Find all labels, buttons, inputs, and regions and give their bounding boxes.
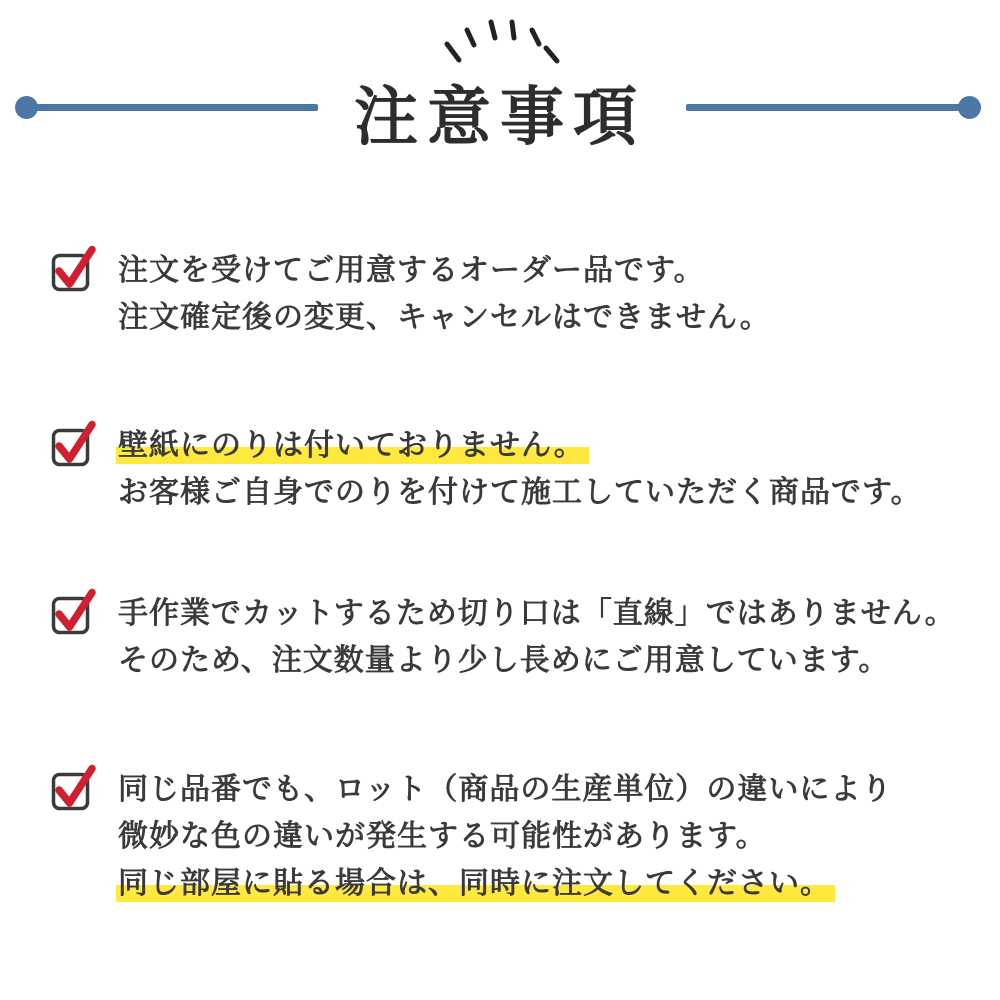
notice-item xyxy=(50,590,956,684)
notice-header xyxy=(0,0,1000,180)
notice-item xyxy=(50,766,892,907)
notice-line: 同じ部屋に貼る場合は、同時に注文してください。 xyxy=(118,860,892,907)
checkbox-checked-icon xyxy=(50,420,98,468)
page-title: 注意事項 xyxy=(354,81,646,153)
notice-item xyxy=(50,422,922,516)
notice-line: 手作業でカットするため切り口は「直線」ではありません。 xyxy=(118,597,956,630)
notice-text-block xyxy=(118,766,892,907)
notice-line: お客様ご自身でのりを付けて施工していただく商品です。 xyxy=(118,476,922,509)
rays-icon xyxy=(436,14,568,72)
checkbox-checked-icon xyxy=(50,764,98,812)
notice-line: 微妙な色の違いが発生する可能性があります。 xyxy=(118,820,767,853)
notice-item xyxy=(50,247,771,341)
notice-line: 同じ品番でも、ロット（商品の生産単位）の違いにより xyxy=(118,773,893,806)
notice-text-block xyxy=(118,247,771,341)
notice-line: 注文確定後の変更、キャンセルはできません。 xyxy=(118,301,771,334)
notice-text-block xyxy=(118,422,922,516)
notice-text-block xyxy=(118,590,956,684)
notice-line: 壁紙にのりは付いておりません。 xyxy=(118,422,922,469)
checkbox-checked-icon xyxy=(50,245,98,293)
checkbox-checked-icon xyxy=(50,588,98,636)
divider-dot xyxy=(958,96,981,119)
notice-line: そのため、注文数量より少し長めにご用意しています。 xyxy=(118,644,890,677)
notice-line: 注文を受けてご用意するオーダー品です。 xyxy=(118,254,705,287)
divider-line xyxy=(686,104,962,111)
